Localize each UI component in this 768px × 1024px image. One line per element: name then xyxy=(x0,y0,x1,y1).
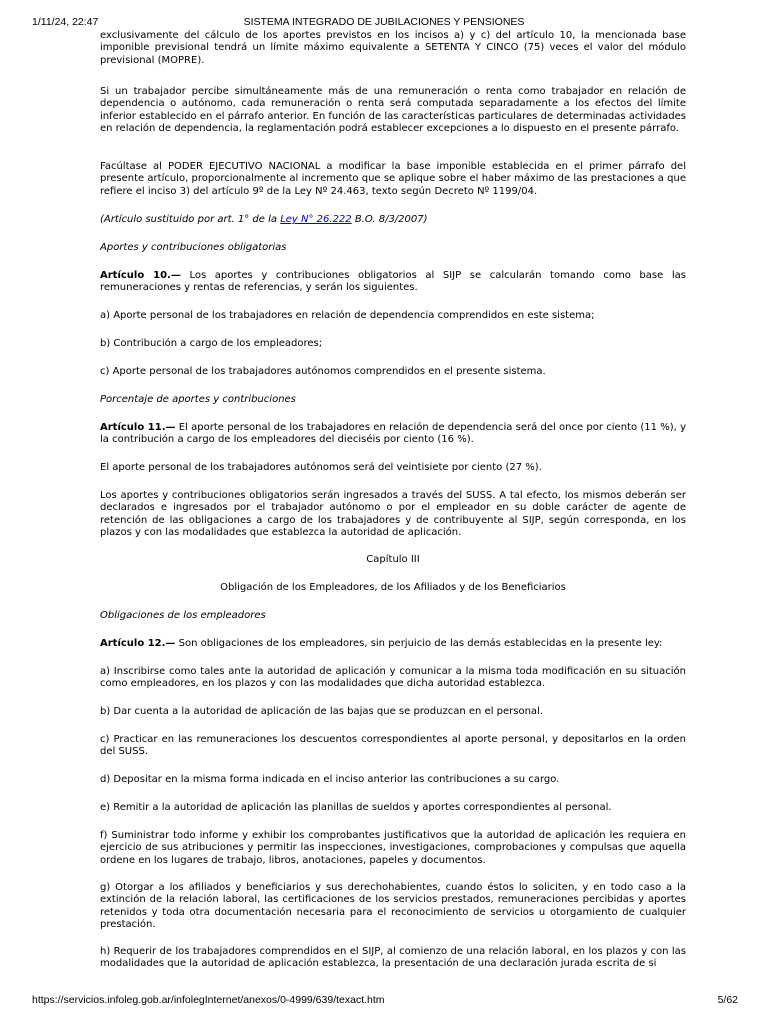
chapter-number: Capítulo III xyxy=(366,554,420,565)
article-10-label: Artículo 10.— xyxy=(100,270,181,281)
paragraph-executive-faculty: Facúltase al PODER EJECUTIVO NACIONAL a modificar la base imponible establecida en el primer párrafo del presente artículo, proporcionalmente al incremento que se aplique sobre el haber máximo de las prestaciones a que refiere el inciso 3) del artículo 9º de la Ley Nº 24.463, texto según Decreto Nº 1199/04. xyxy=(100,161,686,197)
article-11-label: Artículo 11.— xyxy=(100,422,176,433)
law-26222-link[interactable]: Ley N° 26.222 xyxy=(280,214,352,225)
article-10-text: Los aportes y contribuciones obligatorios al SIJP se calcularán tomando como base las remuneraciones y rentas de referencias, y serán los siguientes. xyxy=(100,270,686,294)
article-12-item-d: d) Depositar en la misma forma indicada en el inciso anterior las contribuciones a su cargo. xyxy=(100,774,560,785)
section-heading-aportes xyxy=(100,242,686,254)
footer-url: https://servicios.infoleg.gob.ar/infolegInternet/anexos/0-4999/639/texact.htm xyxy=(32,994,385,1006)
article-12-label: Artículo 12.— xyxy=(100,638,176,649)
article-10 xyxy=(100,270,686,295)
article-12-item-c: c) Practicar en las remuneraciones los descuentos correspondientes al aporte personal, y depositarlos en la orden del SUSS. xyxy=(100,734,686,758)
amendment-note xyxy=(100,214,686,226)
article-12-item-h: h) Requerir de los trabajadores comprendidos en el SIJP, al comienzo de una relación laboral, en los plazos y con las modalidades que la autoridad de aplicación establezca, la presentación de una declaración jurada escrita de si xyxy=(100,946,686,970)
section-heading-porcentaje-text: Porcentaje de aportes y contribuciones xyxy=(100,394,296,405)
article-12-item-e: e) Remitir a la autoridad de aplicación las planillas de sueldos y aportes correspondientes al personal. xyxy=(100,802,612,813)
page-number: 5/62 xyxy=(717,994,738,1006)
section-heading-obligaciones xyxy=(100,610,686,622)
article-11-autonomous: El aporte personal de los trabajadores autónomos será del veintisiete por ciento (27 %). xyxy=(100,462,542,473)
print-datetime: 1/11/24, 22:47 xyxy=(32,16,99,28)
section-heading-obligaciones-text: Obligaciones de los empleadores xyxy=(100,610,266,621)
article-10-item-a: a) Aporte personal de los trabajadores en relación de dependencia comprendidos en este sistema; xyxy=(100,310,595,321)
article-10-item-b: b) Contribución a cargo de los empleadores; xyxy=(100,338,323,349)
section-heading-porcentaje xyxy=(100,394,686,406)
article-12 xyxy=(100,638,686,650)
amendment-note-prefix: (Artículo sustituido por art. 1° de la xyxy=(100,214,281,225)
article-12-item-g: g) Otorgar a los afiliados y beneficiarios y sus derechohabientes, cuando éstos lo soliciten, y en todo caso a la extinción de la relación laboral, las certificaciones de los servicios prestados, remuneraciones percibidas y aportes retenidos y toda otra documentación necesaria para el reconocimiento de servicios u otorgamiento de cualquier prestación. xyxy=(100,882,686,931)
article-12-item-f: f) Suministrar todo informe y exhibir los comprobantes justificativos que la autoridad de aplicación les requiera en ejercicio de sus atribuciones y permitir las inspecciones, investigaciones, comprobaciones y compulsas que aquella ordene en los lugares de trabajo, libros, anotaciones, papeles y documentos. xyxy=(100,830,686,866)
article-12-item-a: a) Inscribirse como tales ante la autoridad de aplicación y comunicar a la misma toda modificación en su situación como empleadores, en los plazos y con las modalidades que dicha autoridad establezca. xyxy=(100,666,686,690)
article-11-suss-deposit: Los aportes y contribuciones obligatorios serán ingresados a través del SUSS. A tal efecto, los mismos deberán ser declarados e ingresados por el trabajador autónomo o por el empleador en su doble carácter de agente de retención de las obligaciones a cargo de los trabajadores y de contribuyente al SIJP, según corresponda, en los plazos y con las modalidades que establezca la autoridad de aplicación. xyxy=(100,490,686,539)
page-header-title: SISTEMA INTEGRADO DE JUBILACIONES Y PENSIONES xyxy=(243,16,525,28)
paragraph-continuation: exclusivamente del cálculo de los aportes previstos en los incisos a) y c) del artículo 10, la mencionada base imponible previsional tendrá un límite máximo equivalente a SETENTA Y CINCO (75) veces el valor del módulo previsional (MOPRE). xyxy=(100,30,686,66)
article-12-item-b: b) Dar cuenta a la autoridad de aplicación de las bajas que se produzcan en el personal. xyxy=(100,706,544,717)
section-heading-aportes-text: Aportes y contribuciones obligatorias xyxy=(100,242,287,253)
article-11 xyxy=(100,422,686,447)
article-12-text: Son obligaciones de los empleadores, sin perjuicio de las demás establecidas en la presente ley: xyxy=(175,638,663,649)
paragraph-simultaneous-income: Si un trabajador percibe simultáneamente más de una remuneración o renta como trabajador en relación de dependencia o autónomo, cada remuneración o renta será computada separadamente a los efectos del límite inferior establecido en el párrafo anterior. En función de las características particulares de determinadas actividades en relación de dependencia, la reglamentación podrá establecer excepciones a lo dispuesto en el presente párrafo. xyxy=(100,86,686,135)
article-10-item-c: c) Aporte personal de los trabajadores autónomos comprendidos en el presente sistema. xyxy=(100,366,546,377)
amendment-note-suffix: B.O. 8/3/2007) xyxy=(351,214,428,225)
chapter-title: Obligación de los Empleadores, de los Afiliados y de los Beneficiarios xyxy=(220,582,566,593)
article-11-text: El aporte personal de los trabajadores en relación de dependencia será del once por ciento (11 %), y la contribución a cargo de los empleadores del dieciséis por ciento (16 %). xyxy=(100,422,686,446)
